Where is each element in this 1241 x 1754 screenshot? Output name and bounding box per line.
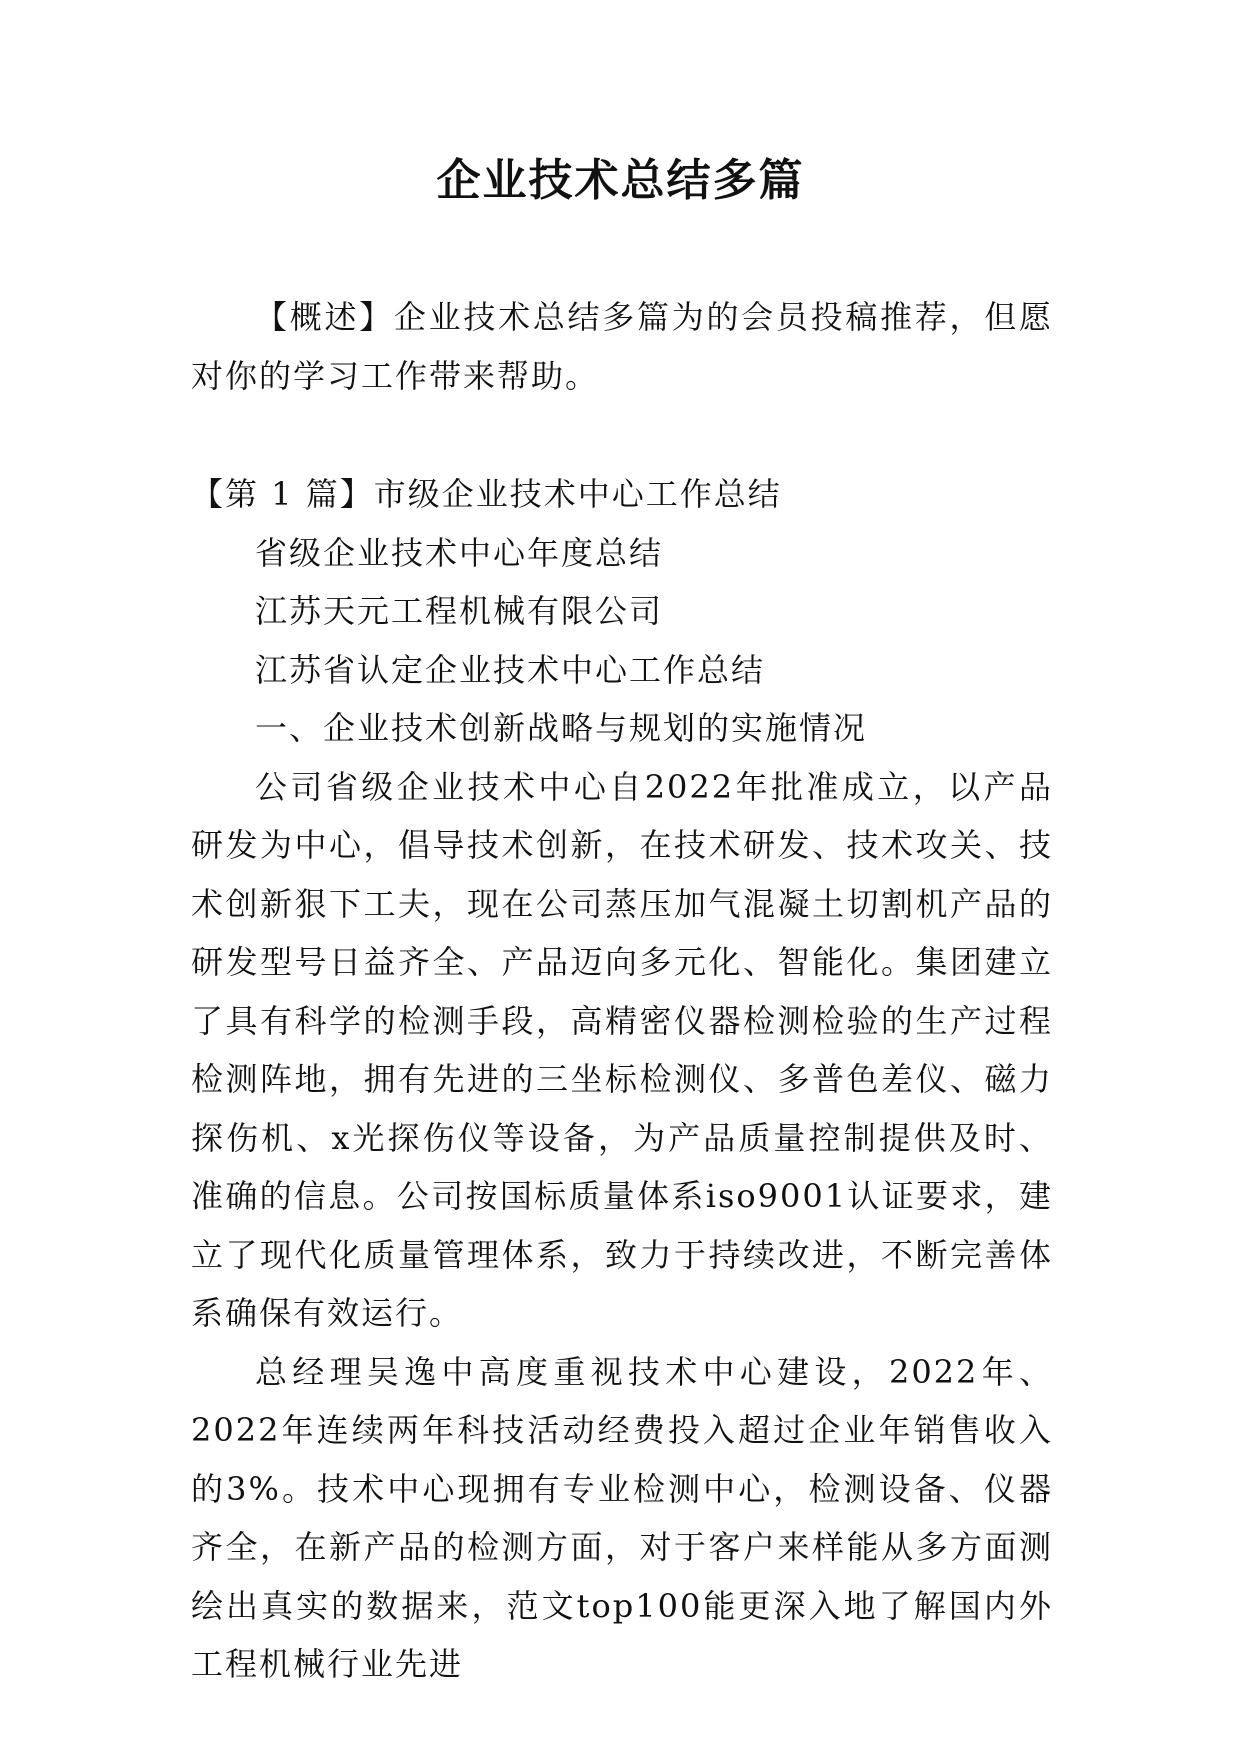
subtitle-line: 一、企业技术创新战略与规划的实施情况 [255,709,868,747]
document-title: 企业技术总结多篇 [436,155,805,206]
section-block [191,465,1053,1694]
body-paragraph: 公司省级企业技术中心自2022年批准成立，以产品研发为中心，倡导技术创新，在技术研发、技术攻关、技术创新狠下工夫，现在公司蒸压加气混凝土切割机产品的研发型号日益齐全、产品迈向多元化、智能化。集团建立了具有科学的检测手段，高精密仪器检测检验的生产过程检测阵地，拥有先进的三坐标检测仪、多普色差仪、磁力探伤机、x光探伤仪等设备，为产品质量控制提供及时、准确的信息。公司按国标质量体系iso9001认证要求，建立了现代化质量管理体系，致力于持续改进，不断完善体系确保有效运行。 [191,767,1053,1332]
section-heading: 【第 1 篇】市级企业技术中心工作总结 [191,475,782,513]
intro-block [191,288,1053,405]
subtitle-line: 江苏省认定企业技术中心工作总结 [255,650,766,689]
body-paragraph: 总经理吴逸中高度重视技术中心建设，2022年、2022年连续两年科技活动经费投入超过企业年销售收入的3%。技术中心现拥有专业检测中心，检测设备、仪器齐全，在新产品的检测方面，对于客户来样能从多方面测绘出真实的数据来，范文top100能更深入地了解国内外工程机械行业先进 [191,1352,1053,1683]
subtitle-line: 省级企业技术中心年度总结 [255,533,664,572]
subtitle-line: 江苏天元工程机械有限公司 [255,592,664,630]
intro-paragraph: 【概述】企业技术总结多篇为的会员投稿推荐，但愿对你的学习工作带来帮助。 [191,298,1053,395]
